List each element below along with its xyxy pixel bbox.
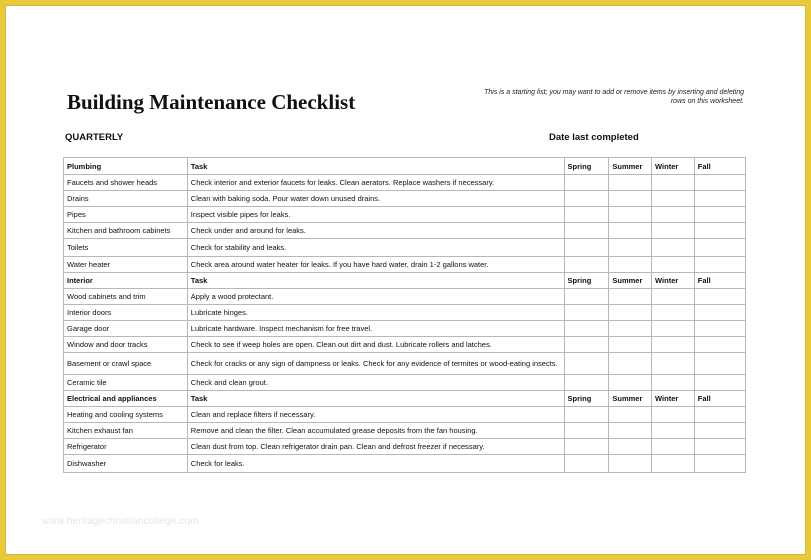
task-cell: Check area around water heater for leaks. If you have hard water, drain 1-2 gallons water.	[187, 257, 564, 273]
table-row	[64, 423, 746, 439]
column-header: Summer	[609, 158, 652, 175]
summer-cell[interactable]	[609, 191, 652, 207]
fall-cell[interactable]	[694, 337, 745, 353]
spring-cell[interactable]	[564, 337, 609, 353]
summer-cell[interactable]	[609, 175, 652, 191]
task-cell: Check for stability and leaks.	[187, 239, 564, 257]
section-header-row	[64, 158, 746, 175]
winter-cell[interactable]	[652, 321, 695, 337]
task-cell: Check interior and exterior faucets for leaks. Clean aerators. Replace washers if necessary.	[187, 175, 564, 191]
page-title: Building Maintenance Checklist	[67, 90, 356, 114]
table-row	[64, 223, 746, 239]
table-row	[64, 353, 746, 375]
spring-cell[interactable]	[564, 439, 609, 455]
worksheet-page	[5, 5, 806, 555]
task-cell: Check for leaks.	[187, 455, 564, 473]
section-title: Interior	[64, 273, 188, 289]
column-header: Task	[187, 158, 564, 175]
item-cell: Heating and cooling systems	[64, 407, 188, 423]
column-header: Fall	[694, 273, 745, 289]
table-row	[64, 375, 746, 391]
section-header-row	[64, 273, 746, 289]
section-title: Electrical and appliances	[64, 391, 188, 407]
winter-cell[interactable]	[652, 207, 695, 223]
fall-cell[interactable]	[694, 439, 745, 455]
date-last-completed-label: Date last completed	[549, 132, 639, 143]
item-cell: Drains	[64, 191, 188, 207]
item-cell: Water heater	[64, 257, 188, 273]
item-cell: Toilets	[64, 239, 188, 257]
item-cell: Pipes	[64, 207, 188, 223]
winter-cell[interactable]	[652, 305, 695, 321]
spring-cell[interactable]	[564, 423, 609, 439]
spring-cell[interactable]	[564, 455, 609, 473]
item-cell: Faucets and shower heads	[64, 175, 188, 191]
spring-cell[interactable]	[564, 353, 609, 375]
spring-cell[interactable]	[564, 191, 609, 207]
summer-cell[interactable]	[609, 305, 652, 321]
fall-cell[interactable]	[694, 455, 745, 473]
task-cell: Lubricate hinges.	[187, 305, 564, 321]
period-label: QUARTERLY	[65, 132, 124, 143]
task-cell: Check under and around for leaks.	[187, 223, 564, 239]
section-header-row	[64, 391, 746, 407]
spring-cell[interactable]	[564, 223, 609, 239]
summer-cell[interactable]	[609, 223, 652, 239]
task-cell: Clean and replace filters if necessary.	[187, 407, 564, 423]
item-cell: Wood cabinets and trim	[64, 289, 188, 305]
item-cell: Ceramic tile	[64, 375, 188, 391]
table-row	[64, 439, 746, 455]
winter-cell[interactable]	[652, 423, 695, 439]
table-row	[64, 305, 746, 321]
column-header: Winter	[652, 391, 695, 407]
winter-cell[interactable]	[652, 175, 695, 191]
column-header: Task	[187, 273, 564, 289]
fall-cell[interactable]	[694, 175, 745, 191]
task-cell: Clean dust from top. Clean refrigerator drain pan. Clean and defrost freezer if necessary.	[187, 439, 564, 455]
item-cell: Interior doors	[64, 305, 188, 321]
summer-cell[interactable]	[609, 439, 652, 455]
fall-cell[interactable]	[694, 257, 745, 273]
winter-cell[interactable]	[652, 375, 695, 391]
spring-cell[interactable]	[564, 289, 609, 305]
table-row	[64, 455, 746, 473]
summer-cell[interactable]	[609, 207, 652, 223]
summer-cell[interactable]	[609, 239, 652, 257]
item-cell: Kitchen exhaust fan	[64, 423, 188, 439]
table-row	[64, 191, 746, 207]
spring-cell[interactable]	[564, 175, 609, 191]
winter-cell[interactable]	[652, 191, 695, 207]
winter-cell[interactable]	[652, 455, 695, 473]
watermark: www.heritagechristiancollege.com	[42, 516, 200, 527]
table-row	[64, 175, 746, 191]
winter-cell[interactable]	[652, 239, 695, 257]
column-header: Spring	[564, 391, 609, 407]
task-cell: Clean with baking soda. Pour water down unused drains.	[187, 191, 564, 207]
column-header: Fall	[694, 158, 745, 175]
task-cell: Check to see if weep holes are open. Clean out dirt and dust. Lubricate rollers and latches.	[187, 337, 564, 353]
instruction-note: This is a starting list; you may want to add or remove items by inserting and deleting rows on this worksheet.	[484, 89, 744, 105]
table-row	[64, 207, 746, 223]
task-cell: Inspect visible pipes for leaks.	[187, 207, 564, 223]
table-row	[64, 289, 746, 305]
winter-cell[interactable]	[652, 353, 695, 375]
winter-cell[interactable]	[652, 257, 695, 273]
task-cell: Check for cracks or any sign of dampness or leaks. Check for any evidence of termites or wood-eating insects.	[187, 353, 564, 375]
column-header: Winter	[652, 273, 695, 289]
winter-cell[interactable]	[652, 407, 695, 423]
task-cell: Remove and clean the filter. Clean accumulated grease deposits from the fan housing.	[187, 423, 564, 439]
item-cell: Garage door	[64, 321, 188, 337]
winter-cell[interactable]	[652, 337, 695, 353]
column-header: Fall	[694, 391, 745, 407]
column-header: Summer	[609, 273, 652, 289]
checklist-table	[63, 157, 746, 473]
table-row	[64, 407, 746, 423]
summer-cell[interactable]	[609, 289, 652, 305]
column-header: Task	[187, 391, 564, 407]
summer-cell[interactable]	[609, 353, 652, 375]
column-header: Winter	[652, 158, 695, 175]
summer-cell[interactable]	[609, 423, 652, 439]
summer-cell[interactable]	[609, 455, 652, 473]
fall-cell[interactable]	[694, 353, 745, 375]
task-cell: Apply a wood protectant.	[187, 289, 564, 305]
fall-cell[interactable]	[694, 207, 745, 223]
winter-cell[interactable]	[652, 439, 695, 455]
column-header: Spring	[564, 273, 609, 289]
table-row	[64, 337, 746, 353]
spring-cell[interactable]	[564, 305, 609, 321]
winter-cell[interactable]	[652, 223, 695, 239]
item-cell: Dishwasher	[64, 455, 188, 473]
spring-cell[interactable]	[564, 207, 609, 223]
column-header: Summer	[609, 391, 652, 407]
fall-cell[interactable]	[694, 407, 745, 423]
task-cell: Lubricate hardware. Inspect mechanism for free travel.	[187, 321, 564, 337]
fall-cell[interactable]	[694, 191, 745, 207]
item-cell: Basement or crawl space	[64, 353, 188, 375]
spring-cell[interactable]	[564, 375, 609, 391]
item-cell: Window and door tracks	[64, 337, 188, 353]
spring-cell[interactable]	[564, 239, 609, 257]
item-cell: Refrigerator	[64, 439, 188, 455]
fall-cell[interactable]	[694, 289, 745, 305]
table-row	[64, 257, 746, 273]
table-row	[64, 321, 746, 337]
summer-cell[interactable]	[609, 337, 652, 353]
summer-cell[interactable]	[609, 407, 652, 423]
fall-cell[interactable]	[694, 321, 745, 337]
task-cell: Check and clean grout.	[187, 375, 564, 391]
fall-cell[interactable]	[694, 239, 745, 257]
summer-cell[interactable]	[609, 321, 652, 337]
item-cell: Kitchen and bathroom cabinets	[64, 223, 188, 239]
fall-cell[interactable]	[694, 375, 745, 391]
spring-cell[interactable]	[564, 257, 609, 273]
column-header: Spring	[564, 158, 609, 175]
fall-cell[interactable]	[694, 423, 745, 439]
summer-cell[interactable]	[609, 375, 652, 391]
summer-cell[interactable]	[609, 257, 652, 273]
fall-cell[interactable]	[694, 305, 745, 321]
section-title: Plumbing	[64, 158, 188, 175]
fall-cell[interactable]	[694, 223, 745, 239]
table-row	[64, 239, 746, 257]
spring-cell[interactable]	[564, 407, 609, 423]
winter-cell[interactable]	[652, 289, 695, 305]
spring-cell[interactable]	[564, 321, 609, 337]
